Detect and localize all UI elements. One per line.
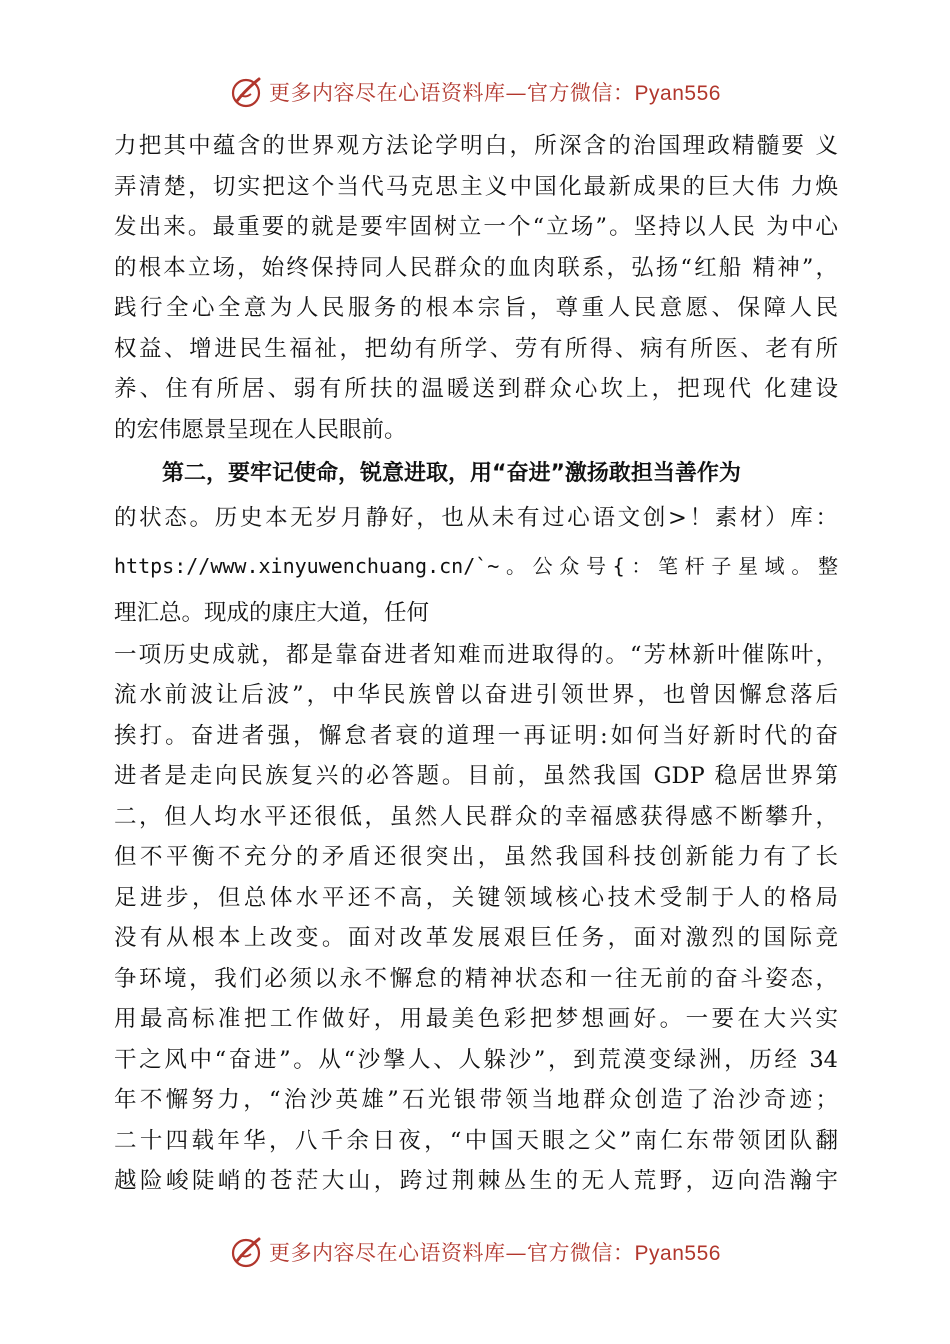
paragraph-2-intro bbox=[114, 495, 838, 635]
text-line: 争环境，我们必须以永不懈怠的精神状态和一往无前的奋斗姿态， bbox=[114, 965, 838, 992]
text-line: 挨打。奋进者强，懈怠者衰的道理一再证明:如何当好新时代的奋 bbox=[114, 722, 838, 749]
text-line: 没有从根本上改变。面对改革发展艰巨任务，面对激烈的国际竞 bbox=[114, 925, 838, 951]
text-line: 流水前波让后波”，中华民族曾以奋进引领世界，也曾因懈怠落后 bbox=[114, 682, 838, 708]
section-heading: 第二，要牢记使命，锐意进取，用“奋进”激扬敢担当善作为 bbox=[162, 461, 741, 486]
text-line: 理汇总。现成的康庄大道，任何 bbox=[114, 599, 430, 626]
text-line: https://www.xinyuwenchuang.cn/`~。公众号{：笔杆子星域。整 bbox=[114, 553, 838, 578]
watermark-header bbox=[0, 72, 950, 112]
brush-logo-icon bbox=[229, 75, 263, 109]
text-line: 用最高标准把工作做好，用最美色彩把梦想画好。一要在大兴实 bbox=[114, 1006, 838, 1032]
text-line: 年不懈努力，“治沙英雄”石光银带领当地群众创造了治沙奇迹； bbox=[114, 1087, 838, 1113]
text-line: 干之风中“奋进”。从“沙搫人、人躲沙”，到荒漠变绿洲，历经 34 bbox=[114, 1046, 838, 1073]
document-body bbox=[114, 126, 838, 1202]
text-line: 养、住有所居、弱有所扶的温暖送到群众心坎上，把现代 化建设 bbox=[114, 376, 838, 402]
paragraph-2 bbox=[114, 635, 838, 1202]
text-line: 的状态。历史本无岁月静好，也从未有过心语文创>！素材）库： bbox=[114, 504, 838, 531]
text-line: 越险峻陡峭的苍茫大山，跨过荆棘丛生的无人荒野，迈向浩瀚宇 bbox=[114, 1168, 838, 1194]
text-line: 的根本立场，始终保持同人民群众的血肉联系，弘扬“红船 精神”， bbox=[114, 254, 838, 281]
text-line: 发出来。最重要的就是要牢固树立一个“立场”。坚持以人民 为中心 bbox=[114, 214, 838, 240]
text-line: 一项历史成就，都是靠奋进者知难而进取得的。“芳林新叶催陈叶， bbox=[114, 641, 838, 668]
text-line: 二，但人均水平还很低，虽然人民群众的幸福感获得感不断攀升， bbox=[114, 803, 838, 830]
text-line: 权益、增进民生福祉，把幼有所学、劳有所得、病有所医、老有所 bbox=[114, 335, 838, 362]
text-line: 但不平衡不充分的矛盾还很突出，虽然我国科技创新能力有了长 bbox=[114, 844, 838, 870]
text-line: 力把其中蕴含的世界观方法论学明白，所深含的治国理政精髓要 义 bbox=[114, 133, 838, 159]
text-line: 弄清楚，切实把这个当代马克思主义中国化最新成果的巨大伟 力焕 bbox=[114, 173, 838, 200]
text-line: 践行全心全意为人民服务的根本宗旨，尊重人民意愿、保障人民 bbox=[114, 295, 838, 321]
brush-logo-icon bbox=[229, 1235, 263, 1269]
watermark-text: 更多内容尽在心语资料库—官方微信：Pyan556 bbox=[269, 81, 721, 105]
text-line: 足进步，但总体水平还不高，关键领域核心技术受制于人的格局 bbox=[114, 884, 838, 911]
paragraph-1 bbox=[114, 126, 838, 450]
watermark-text: 更多内容尽在心语资料库—官方微信：Pyan556 bbox=[269, 1241, 721, 1265]
text-line: 进者是走向民族复兴的必答题。目前，虽然我国 GDP 稳居世界第 bbox=[114, 763, 838, 789]
text-line: 的宏伟愿景呈现在人民眼前。 bbox=[114, 416, 407, 443]
text-line: 二十四载年华，八千余日夜，“中国天眼之父”南仁东带领团队翻 bbox=[114, 1127, 838, 1154]
watermark-footer bbox=[0, 1232, 950, 1272]
